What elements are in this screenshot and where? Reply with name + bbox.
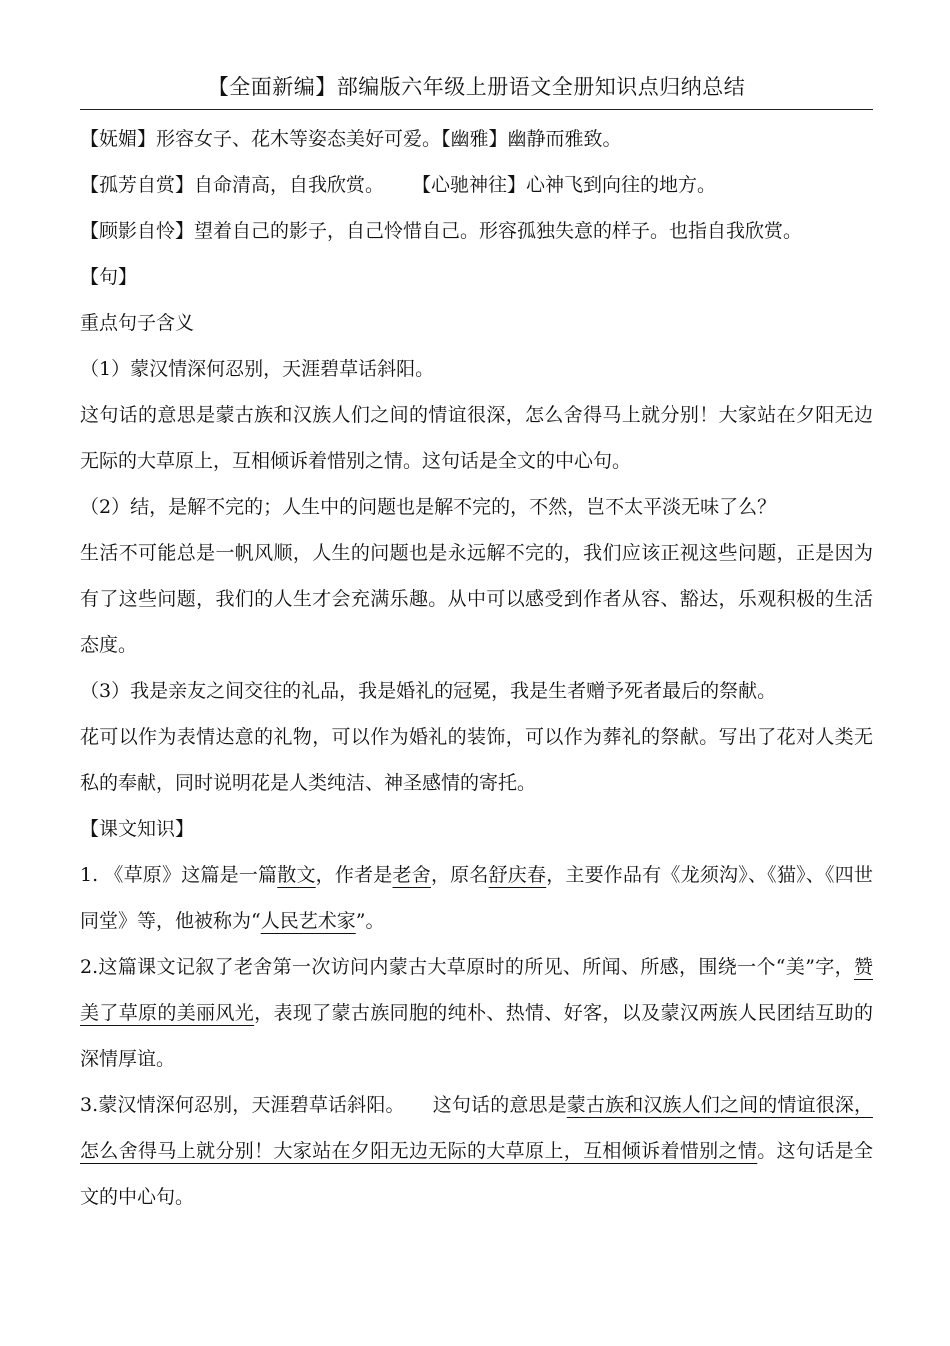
document-body [80,116,873,1220]
k2-underlined-phrase: 赞美了草原的美丽风光 [80,956,873,1024]
header-divider [80,109,873,110]
k3-text-3: 。这句话是全文的中心句。 [80,1140,873,1208]
k1-underlined-author: 老舍 [392,864,431,886]
sentence-2: （2）结，是解不完的；人生中的问题也是解不完的，不然，岂不太平淡无味了么？ [80,496,777,518]
vocab-xinchishenwang: 【心驰神往】心神飞到向往的地方。 [412,174,717,196]
vocab-line-1 [80,116,873,162]
sentence-3: （3）我是亲友之间交往的礼品，我是婚礼的冠冕，我是生者赠予死者最后的祭献。 [80,680,777,702]
k1-underlined-realname: 舒庆春 [488,864,547,886]
vocab-youya: 【幽雅】幽静而雅致。 [441,128,622,150]
k2-text-2: ，表现了蒙古族同胞的纯朴、热情、好客，以及蒙汉两族人民团结互助的深情厚谊。 [80,1002,873,1070]
k1-underlined-title: 人民艺术家 [260,910,356,932]
k1-text-4: ，主要作品有《龙须沟》、《猫》、《四世同堂》等，他被称为“ [80,864,873,932]
sentence-1: （1）蒙汉情深何忍别，天涯碧草话斜阳。 [80,358,435,380]
k1-text-2: ，作者是 [315,864,393,886]
section-heading-sentences: 【句】 [80,266,138,288]
knowledge-item-1 [80,852,873,944]
section-heading-knowledge: 【课文知识】 [80,818,195,840]
section-subheading: 重点句子含义 [80,312,195,334]
sentence-1-explanation: 这句话的意思是蒙古族和汉族人们之间的情谊很深，怎么舍得马上就分别！大家站在夕阳无边无际的大草原上，互相倾诉着惜别之情。这句话是全文的中心句。 [80,404,873,472]
k1-underlined-genre: 散文 [277,864,316,886]
vocab-line-2 [80,162,873,208]
knowledge-item-2 [80,944,873,1082]
k3-text-1: 3.蒙汉情深何忍别，天涯碧草话斜阳。 [80,1094,405,1116]
k1-text-1: 1. 《草原》这篇是一篇 [80,864,278,886]
k1-text-3: ，原名 [430,864,489,886]
sentence-3-explanation: 花可以作为表情达意的礼物，可以作为婚礼的装饰，可以作为葬礼的祭献。写出了花对人类无私的奉献，同时说明花是人类纯洁、神圣感情的寄托。 [80,726,873,794]
sentence-2-explanation: 生活不可能总是一帆风顺，人生的问题也是永远解不完的，我们应该正视这些问题，正是因为有了这些问题，我们的人生才会充满乐趣。从中可以感受到作者从容、豁达，乐观积极的生活态度。 [80,542,873,656]
vocab-line-3: 【顾影自怜】望着自己的影子，自己怜惜自己。形容孤独失意的样子。也指自我欣赏。 [80,220,803,242]
k3-text-2: 这句话的意思是 [432,1094,567,1116]
page-header-title: 【全面新编】部编版六年级上册语文全册知识点归纳总结 [207,75,746,99]
knowledge-item-3 [80,1082,873,1220]
vocab-wumei: 【妩媚】形容女子、花木等姿态美好可爱。 [80,128,442,150]
k2-text-1: 2.这篇课文记叙了老舍第一次访问内蒙古大草原时的所见、所闻、所感，围绕一个“美”字， [80,956,854,978]
k3-underlined-meaning: 蒙古族和汉族人们之间的情谊很深，怎么舍得马上就分别！大家站在夕阳无边无际的大草原上，互相倾诉着惜别之情 [80,1094,873,1162]
vocab-gufangzishang: 【孤芳自赏】自命清高，自我欣赏。 [80,174,385,196]
k1-text-5: ”。 [355,910,385,932]
